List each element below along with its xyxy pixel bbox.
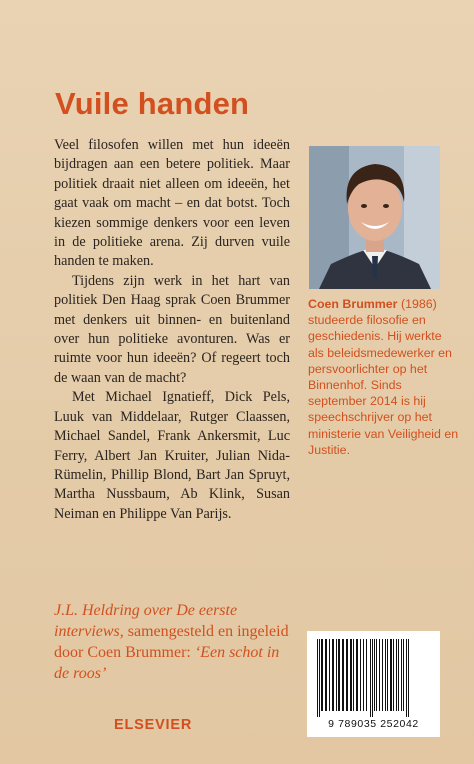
barcode-bar bbox=[363, 639, 364, 711]
isbn-number: 9 789035 252042 bbox=[328, 718, 419, 730]
author-photo bbox=[309, 146, 440, 289]
blurb-paragraph-1: Veel filosofen willen met hun ideeën bijdragen aan een betere politiek. Maar politiek draait niet alleen om ideeën, het gaat vaak om macht – en dat botst. Toch kiezen sommige denkers voor een leven in de politieke arena. Zij durven vuile handen te maken. bbox=[54, 137, 290, 270]
barcode-bar bbox=[379, 639, 380, 711]
blurb-paragraph-3: Met Michael Ignatieff, Dick Pels, Luuk van Middelaar, Rutger Claassen, Michael Sandel, Frank Ankersmit, Luc Ferry, Albert Jan Kruiter, Julian Nida-Rümelin, Phillip Blond, Bart Jan Spruyt, Martha Nussbaum, Ab Klink, Susan Neiman en Philippe Van Parijs. bbox=[54, 389, 290, 522]
barcode-bar bbox=[396, 639, 397, 711]
barcode-bar bbox=[374, 639, 375, 711]
quote-source: J.L. Heldring over De eerste interviews, bbox=[54, 602, 238, 640]
barcode-bar bbox=[408, 639, 409, 717]
isbn-barcode bbox=[307, 631, 440, 737]
barcode-bar bbox=[398, 639, 399, 711]
barcode-bar bbox=[350, 639, 352, 711]
barcode-bar bbox=[319, 639, 320, 717]
barcode-bar bbox=[317, 639, 318, 717]
blurb bbox=[54, 136, 290, 524]
barcode-bar bbox=[336, 639, 337, 711]
barcode-bar bbox=[329, 639, 330, 711]
author-bio bbox=[308, 296, 460, 458]
barcode-bar bbox=[360, 639, 361, 711]
review-quote bbox=[54, 600, 294, 684]
book-title: Vuile handen bbox=[55, 86, 250, 121]
barcode-bar bbox=[393, 639, 394, 711]
author-name: Coen Brummer bbox=[308, 297, 398, 311]
quote-credit: samengesteld en ingeleid door Coen Brummer: bbox=[54, 623, 289, 661]
barcode-bar bbox=[370, 639, 371, 717]
barcode-bar bbox=[385, 639, 386, 711]
barcode-bar bbox=[387, 639, 388, 711]
barcode-bar bbox=[372, 639, 373, 717]
barcode-bar bbox=[332, 639, 334, 711]
barcode-bar bbox=[390, 639, 392, 711]
barcode-bar bbox=[346, 639, 348, 711]
barcode-bar bbox=[325, 639, 327, 711]
quote-text: ‘Een schot in de roos’ bbox=[54, 644, 280, 682]
barcode-bar bbox=[382, 639, 383, 711]
barcode-bar bbox=[403, 639, 404, 711]
author-description: (1986) studeerde filosofie en geschiedenis. Hij werkte als beleidsmedewerker en persvoorlichter op het Binnenhof. Sinds september 2014 is hij speechschrijver op het ministerie van Veiligheid en Justitie. bbox=[308, 297, 459, 457]
barcode-bar bbox=[366, 639, 367, 711]
barcode-bar bbox=[406, 639, 407, 717]
barcode-bar bbox=[338, 639, 340, 711]
barcode-bar bbox=[353, 639, 354, 711]
barcode-bar bbox=[401, 639, 402, 711]
barcode-bars bbox=[315, 639, 432, 717]
barcode-bar bbox=[376, 639, 377, 711]
barcode-bar bbox=[321, 639, 323, 711]
barcode-bar bbox=[342, 639, 344, 711]
barcode-bar bbox=[356, 639, 358, 711]
publisher-logo: ELSEVIER bbox=[114, 717, 193, 733]
blurb-paragraph-2: Tijdens zijn werk in het hart van politiek Den Haag sprak Coen Brummer met denkers uit binnen- en buitenland over hun politieke avonturen. Was er ruimte voor hun ideeën? Of regeert toch de waan van de macht? bbox=[54, 272, 290, 386]
